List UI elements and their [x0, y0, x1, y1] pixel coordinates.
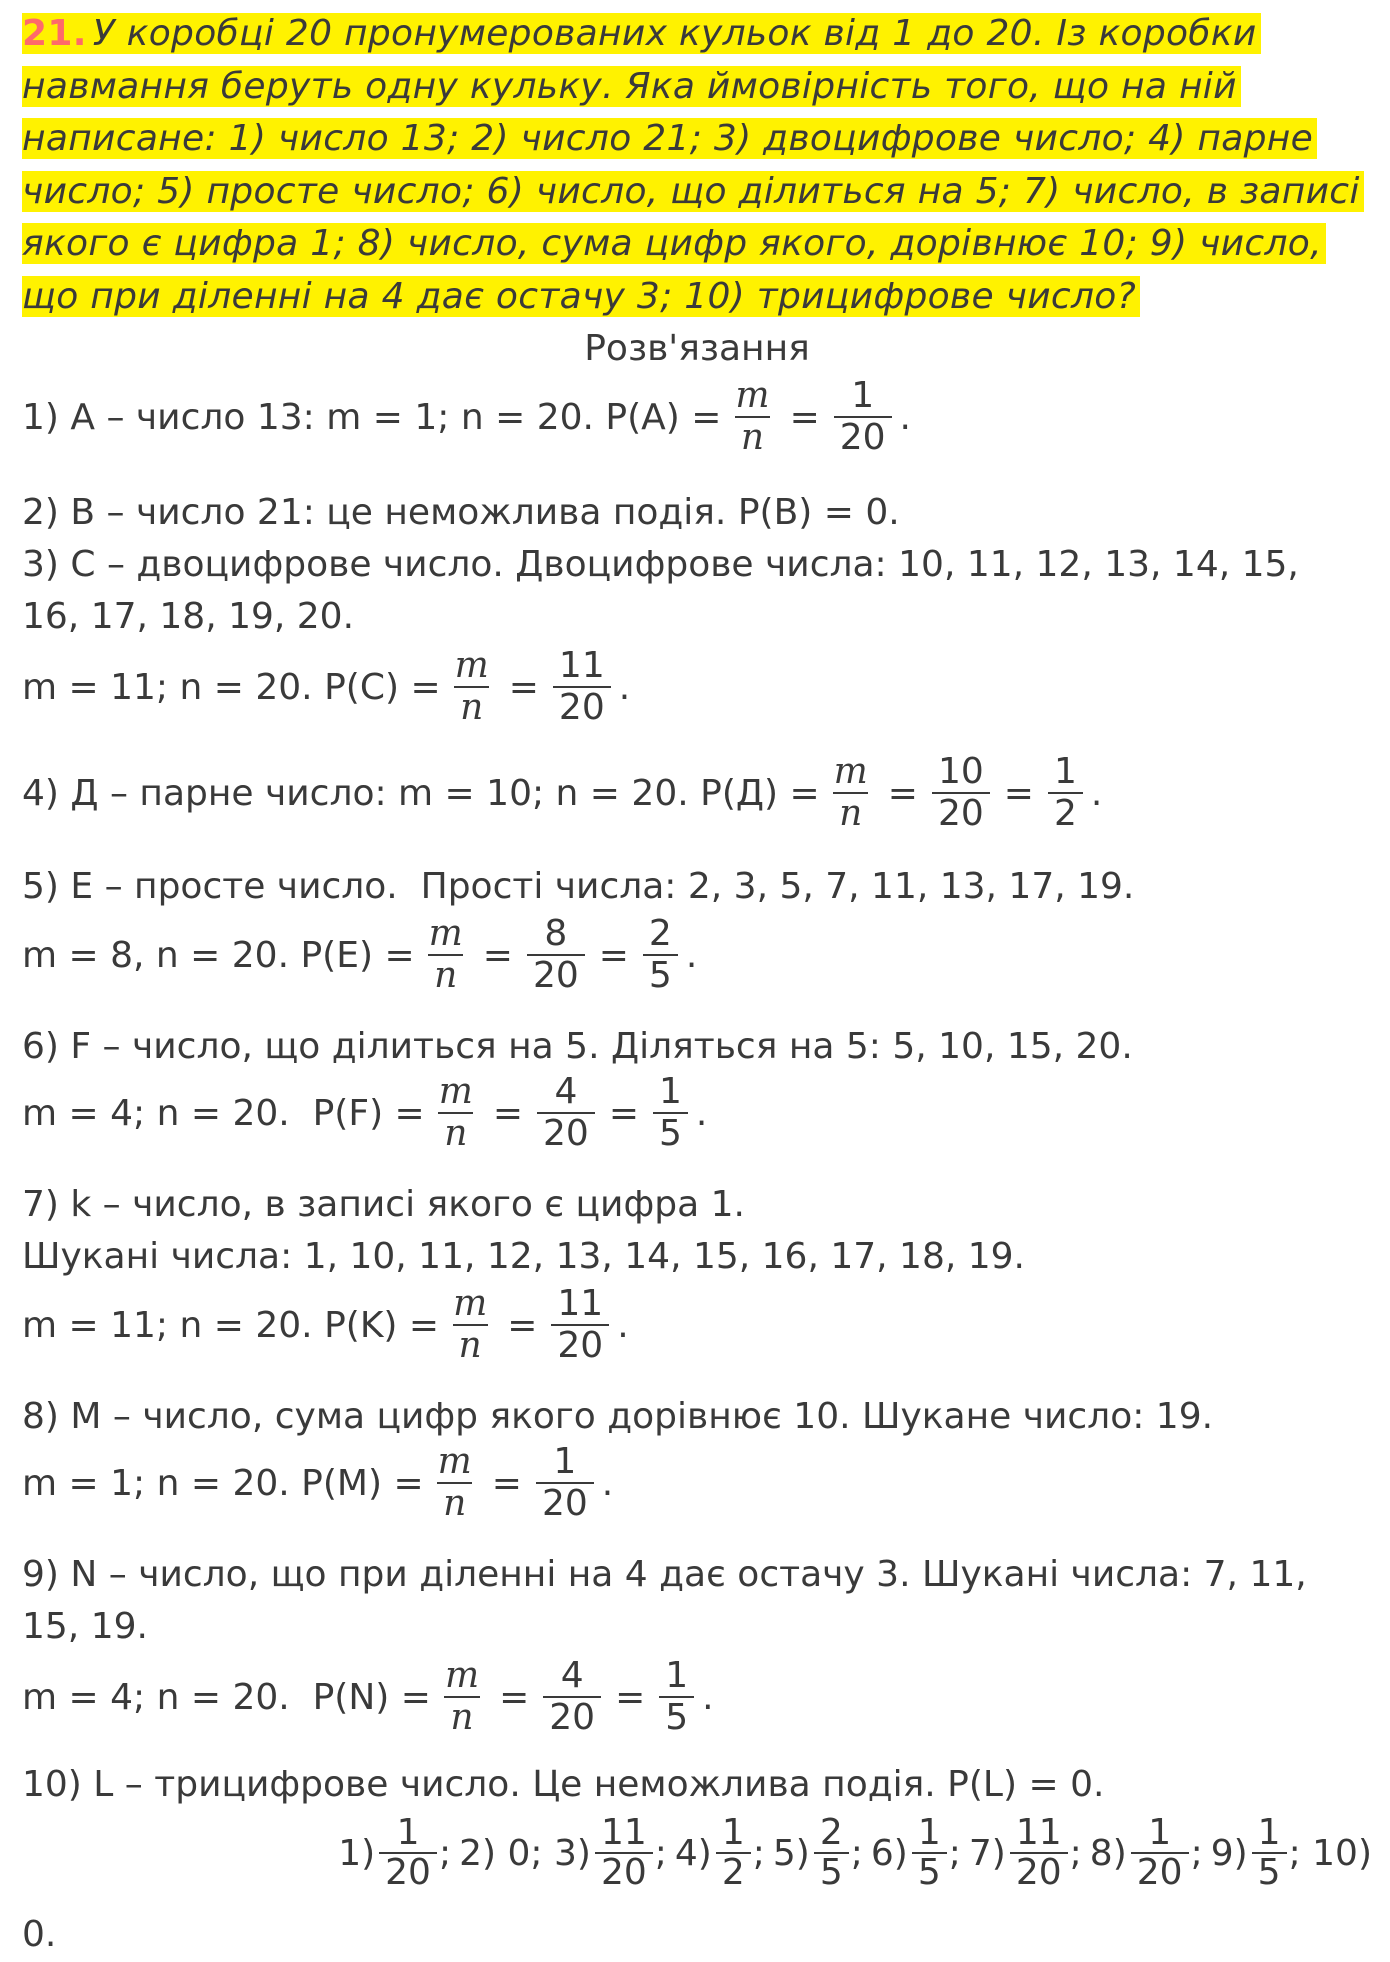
answer-label: 5)	[772, 1832, 810, 1874]
answer-label: 2) 0; 3)	[459, 1832, 591, 1874]
problem-text: У коробці 20 пронумерованих кульок від 1 до 20. Із коробки навмання беруть одну кульку. Яка ймовірність того, що на ній написане: 1) число 13; 2) число 21; 3) двоцифрове число; 4) парне число; 5) просте число; 6) число, що ділиться на 5; 7) число, в записі якого є цифра 1; 8) число, сума цифр якого, дорівнює 10; 9) число, що при діленні на 4 дає остачу 3; 10) трицифрове число?	[22, 13, 1360, 317]
answer-separator: ;	[948, 1832, 961, 1874]
step-3-line-2: 16, 17, 18, 19, 20.	[22, 595, 355, 637]
answer-label: 7)	[968, 1832, 1006, 1874]
fraction-result: $\frac{1}{5}$	[653, 1072, 688, 1154]
answer-separator: ;	[1190, 1832, 1203, 1874]
answer-separator: ;	[752, 1832, 765, 1874]
answer-fraction: $\frac{1}{5}$	[1252, 1814, 1287, 1892]
fraction-m-n: $\frac{m}{n}$	[454, 645, 489, 728]
answer-fraction: $\frac{11}{20}$	[595, 1814, 653, 1892]
fraction-m-n: $\frac{m}{n}$	[833, 751, 868, 834]
step-2-text: 2) B – число 21: це неможлива подія. P(B) = 0.	[22, 491, 900, 533]
page	[22, 8, 1372, 1955]
answer-line	[22, 1814, 1372, 1892]
step-5-line-1: 5) E – просте число. Прості числа: 2, 3, 5, 7, 11, 13, 17, 19.	[22, 865, 1135, 907]
answer-separator: ;	[850, 1832, 863, 1874]
answer-separator: ;	[1069, 1832, 1082, 1874]
answer-row	[22, 1814, 1372, 1892]
answer-label: 1)	[338, 1832, 376, 1874]
answer-last: 0.	[22, 1913, 57, 1955]
fraction-m-n: $\frac{m}{n}$	[438, 1071, 473, 1154]
fraction-m-n: $\frac{m}{n}$	[444, 1655, 480, 1738]
answer-separator: ; 10)	[1288, 1832, 1372, 1874]
step-9-line-2: 15, 19.	[22, 1605, 148, 1647]
step-7-line-2: Шукані числа: 1, 10, 11, 12, 13, 14, 15, 16, 17, 18, 19.	[22, 1235, 1025, 1277]
answer-fraction: $\frac{11}{20}$	[1010, 1814, 1068, 1892]
fraction-result: $\frac{1}{5}$	[659, 1656, 694, 1738]
step-8-formula: m = 1; n = 20. P(M) = $\frac{m}{n}$ = $\frac{1}{20}$ .	[22, 1441, 614, 1524]
step-9-formula: m = 4; n = 20. P(N) = $\frac{m}{n}$ = $\frac{4}{20}$ = $\frac{1}{5}$ .	[22, 1655, 714, 1738]
step-1: 1) A – число 13: m = 1; n = 20. P(A) = $\frac{m}{n}$ = $\frac{1}{20}$ .	[22, 375, 911, 458]
answer-label: 9)	[1210, 1832, 1248, 1874]
step-4: 4) Д – парне число: m = 10; n = 20. P(Д) = $\frac{m}{n}$ = $\frac{10}{20}$ = $\frac{1}{2}$ .	[22, 751, 1103, 834]
fraction-intermediate: $\frac{8}{20}$	[527, 914, 585, 996]
step-7-line-1: 7) k – число, в записі якого є цифра 1.	[22, 1183, 745, 1225]
fraction-result: $\frac{11}{20}$	[553, 646, 611, 728]
fraction-m-n: $\frac{m}{n}$	[735, 375, 770, 458]
step-9-line-1: 9) N – число, що при діленні на 4 дає остачу 3. Шукані числа: 7, 11,	[22, 1553, 1307, 1595]
answer-separator: ;	[438, 1832, 452, 1874]
step-6-line-1: 6) F – число, що ділиться на 5. Діляться на 5: 5, 10, 15, 20.	[22, 1025, 1133, 1067]
step-6-formula: m = 4; n = 20. P(F) = $\frac{m}{n}$ = $\frac{4}{20}$ = $\frac{1}{5}$ .	[22, 1071, 708, 1154]
problem-statement	[22, 8, 1372, 323]
step-1-text: 1) A – число 13: m = 1; n = 20. P(A) =	[22, 396, 722, 438]
step-7-formula: m = 11; n = 20. P(K) = $\frac{m}{n}$ = $\frac{11}{20}$ .	[22, 1283, 629, 1366]
answer-fraction: $\frac{1}{2}$	[716, 1814, 751, 1892]
answer-separator: ;	[654, 1832, 667, 1874]
problem-number: 21.	[22, 13, 87, 54]
problem-highlight	[22, 13, 1364, 317]
fraction-intermediate: $\frac{10}{20}$	[932, 752, 990, 834]
step-3-line-1: 3) C – двоцифрове число. Двоцифрове числа: 10, 11, 12, 13, 14, 15,	[22, 543, 1299, 585]
answer-fraction: $\frac{1}{20}$	[379, 1814, 437, 1892]
answer-label: 4)	[674, 1832, 712, 1874]
fraction-result: $\frac{1}{2}$	[1048, 752, 1083, 834]
step-2	[22, 486, 900, 538]
answer-fraction: $\frac{1}{20}$	[1131, 1814, 1189, 1892]
fraction-result: $\frac{11}{20}$	[551, 1284, 609, 1366]
answer-label: 8)	[1089, 1832, 1127, 1874]
answer-fraction: $\frac{2}{5}$	[814, 1814, 849, 1892]
step-5-formula: m = 8, n = 20. P(E) = $\frac{m}{n}$ = $\frac{8}{20}$ = $\frac{2}{5}$ .	[22, 913, 698, 996]
step-8-line-1: 8) M – число, сума цифр якого дорівнює 10. Шукане число: 19.	[22, 1395, 1214, 1437]
step-3-formula: m = 11; n = 20. P(C) = $\frac{m}{n}$ = $\frac{11}{20}$ .	[22, 645, 631, 728]
answer-fraction: $\frac{1}{5}$	[912, 1814, 947, 1892]
fraction-result: $\frac{2}{5}$	[643, 914, 678, 996]
fraction-m-n: $\frac{m}{n}$	[437, 1441, 472, 1524]
fraction-result: $\frac{1}{20}$	[536, 1442, 594, 1524]
fraction-m-n: $\frac{m}{n}$	[428, 913, 463, 996]
fraction-intermediate: $\frac{4}{20}$	[537, 1072, 595, 1154]
fraction-m-n: $\frac{m}{n}$	[453, 1283, 488, 1366]
fraction-intermediate: $\frac{4}{20}$	[543, 1656, 601, 1738]
answer-label: 6)	[870, 1832, 908, 1874]
step-10: 10) L – трицифрове число. Це неможлива подія. P(L) = 0.	[22, 1763, 1105, 1805]
solution-heading: Розв'язання	[584, 328, 810, 369]
fraction-result: $\frac{1}{20}$	[834, 376, 892, 458]
